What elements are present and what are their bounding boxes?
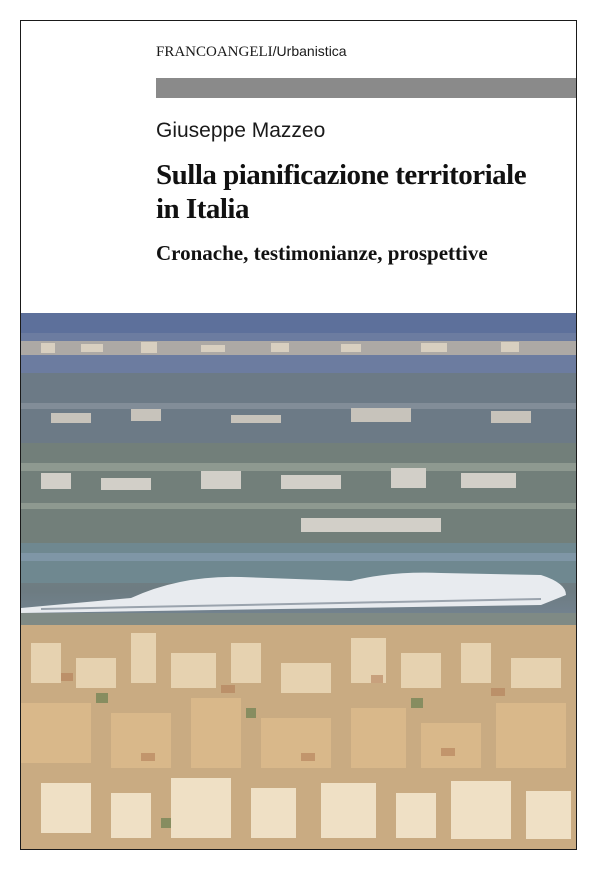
book-title <box>156 158 576 226</box>
publisher-imprint <box>156 43 347 61</box>
author-name: Giuseppe Mazzeo <box>156 119 326 142</box>
book-cover <box>20 20 577 850</box>
title-line-1: Sulla pianificazione territoriale <box>156 159 527 191</box>
decorative-band <box>156 78 577 98</box>
cover-photo <box>21 313 576 849</box>
cityscape-illustration <box>21 313 576 849</box>
book-subtitle: Cronache, testimonianze, prospettive <box>156 241 488 265</box>
title-line-2: in Italia <box>156 193 249 225</box>
publisher-name: FRANCOANGELI <box>156 44 273 60</box>
series-name: /Urbanistica <box>272 43 347 59</box>
